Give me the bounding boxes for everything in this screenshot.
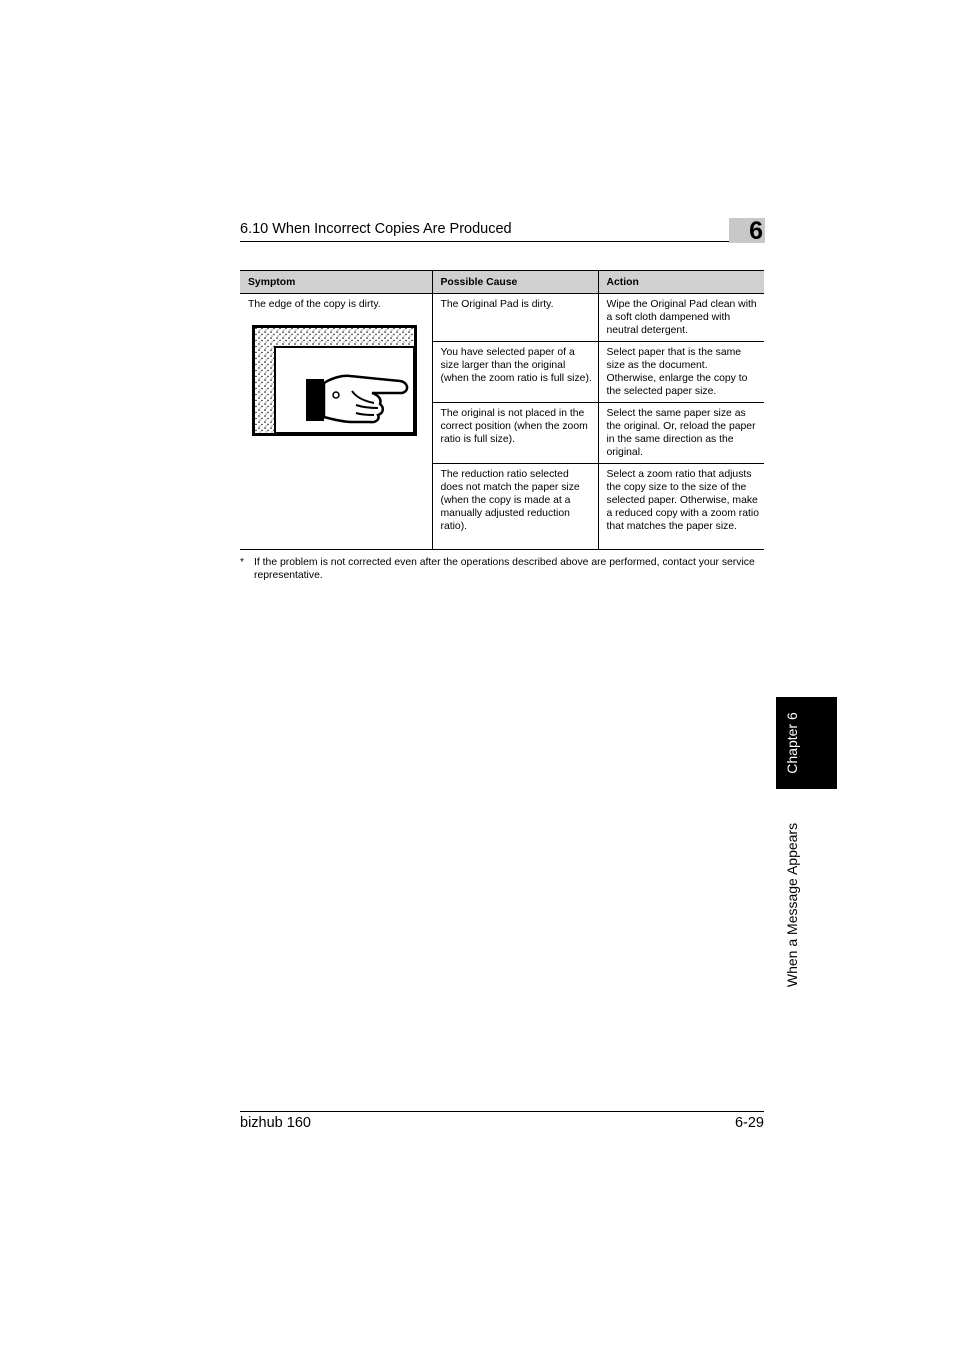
chapter-number: 6 — [749, 217, 763, 245]
symptom-text: The edge of the copy is dirty. — [248, 299, 381, 310]
footer-rule — [240, 1111, 764, 1112]
dirty-edge-pointing-hand-illustration — [252, 325, 418, 437]
troubleshooting-table — [240, 270, 764, 550]
section-title: 6.10 When Incorrect Copies Are Produced — [240, 221, 512, 237]
chapter-label: Chapter 6 — [784, 712, 800, 774]
footer-product: bizhub 160 — [240, 1115, 311, 1131]
section-label: When a Message Appears — [784, 822, 800, 988]
table-header-row — [240, 271, 764, 294]
footer-page-number: 6-29 — [734, 1115, 764, 1131]
column-header-action: Action — [598, 271, 764, 294]
symptom-cell — [240, 294, 432, 550]
header-rule — [240, 241, 764, 242]
footnote — [240, 556, 764, 582]
action-cell: Wipe the Original Pad clean with a soft cloth dampened with neutral detergent. — [598, 294, 764, 342]
column-header-symptom: Symptom — [240, 271, 432, 294]
action-cell: Select the same paper size as the original. Or, reload the paper in the same direction as the original. — [598, 403, 764, 464]
table-row — [240, 294, 764, 342]
footnote-text: If the problem is not corrected even after the operations described above are performed, contact your service representative. — [254, 557, 755, 581]
column-header-possible-cause: Possible Cause — [432, 271, 598, 294]
cause-cell: You have selected paper of a size larger than the original (when the zoom ratio is full size). — [432, 342, 598, 403]
cause-cell: The Original Pad is dirty. — [432, 294, 598, 342]
footnote-mark: * — [240, 557, 245, 568]
action-cell: Select paper that is the same size as the document. Otherwise, enlarge the copy to the selected paper size. — [598, 342, 764, 403]
cause-cell: The original is not placed in the correct position (when the zoom ratio is full size). — [432, 403, 598, 464]
chapter-number-box — [729, 218, 765, 243]
action-cell: Select a zoom ratio that adjusts the copy size to the size of the selected paper. Otherwise, make a reduced copy with a zoom ratio that matches the paper size. — [598, 464, 764, 550]
cause-cell: The reduction ratio selected does not match the paper size (when the copy is made at a manually adjusted reduction ratio). — [432, 464, 598, 550]
